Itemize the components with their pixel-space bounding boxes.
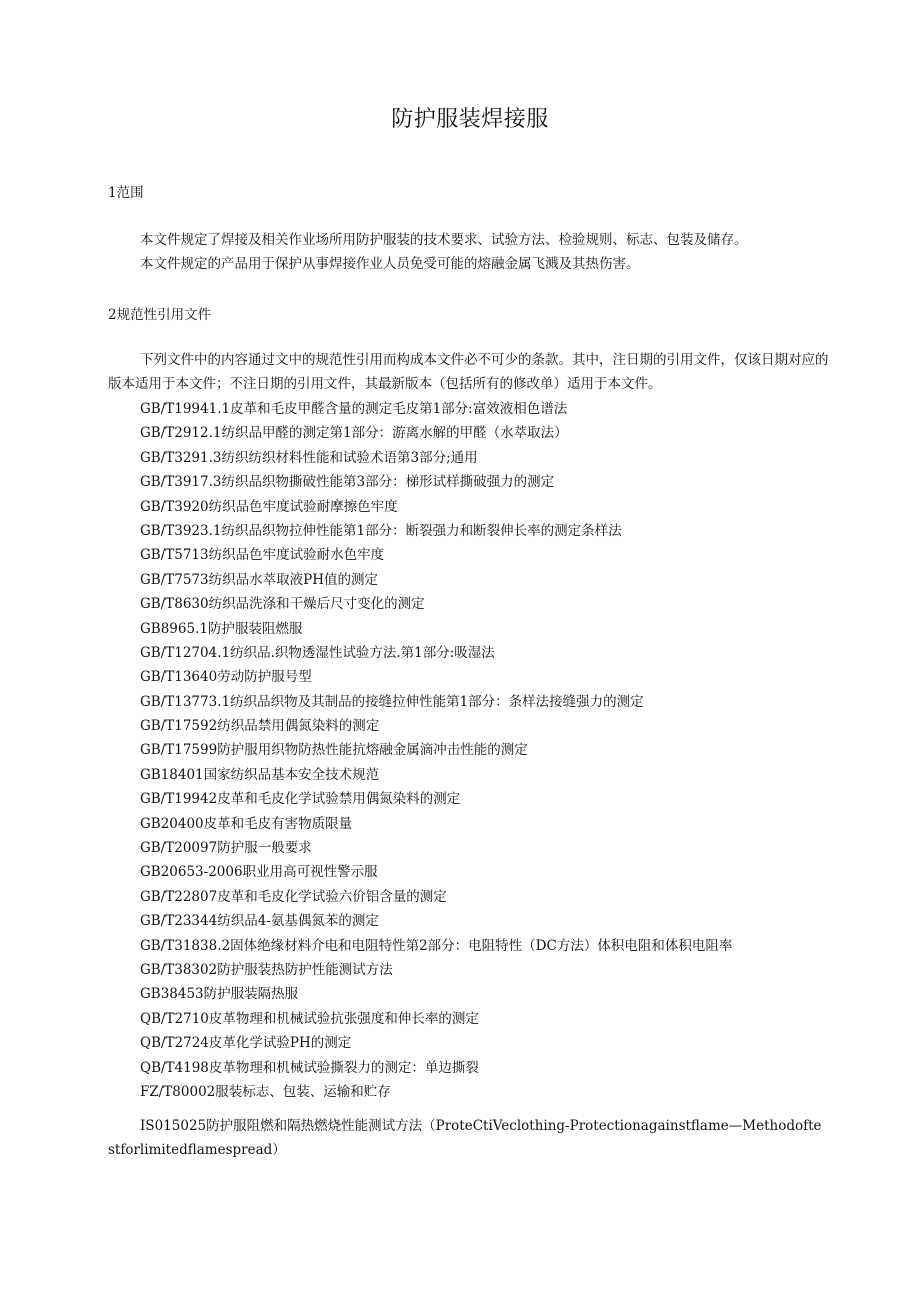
reference-item: GB/T13640劳动防护服号型 xyxy=(140,669,312,686)
reference-item: GB8965.1防护服装阻燃服 xyxy=(140,620,303,637)
document-title: 防护服装焊接服 xyxy=(391,107,549,132)
reference-item: GB/T23344纺织品4-氨基偶氮苯的测定 xyxy=(140,913,379,930)
reference-item: QB/T4198皮革物理和机械试验撕裂力的测定：单边撕裂 xyxy=(140,1059,479,1076)
scope-paragraph-1: 本文件规定了焊接及相关作业场所用防护服装的技术要求、试验方法、检验规则、标志、包装及储存。 xyxy=(140,232,748,248)
reference-item: GB/T13773.1纺织品织物及其制品的接缝拉伸性能第1部分：条样法接缝强力的测定 xyxy=(140,693,644,710)
reference-item: GB/T5713纺织品色牢度试验耐水色牢度 xyxy=(140,547,385,564)
reference-item: GB/T7573纺织品水萃取液PH值的测定 xyxy=(140,571,378,588)
reference-item: FZ/T80002服装标志、包装、运输和贮存 xyxy=(140,1083,391,1100)
reference-item: GB/T19941.1皮革和毛皮甲醛含量的测定毛皮第1部分:富效液相色谱法 xyxy=(140,401,568,417)
reference-list xyxy=(140,397,732,1104)
section-2-heading: 2规范性引用文件 xyxy=(108,307,212,323)
reference-item: GB20653-2006职业用高可视性警示服 xyxy=(140,864,378,881)
reference-item: GB/T3291.3纺织纺织材料性能和试验术语第3部分;通用 xyxy=(140,449,478,466)
iso-reference-item: IS015025防护服阻燃和隔热燃烧性能测试方法（ProteCtiVeclothing-Protectionagainstflame—Methodoftestforlimitedflamespread） xyxy=(108,1118,822,1158)
scope-paragraph-2: 本文件规定的产品用于保护从事焊接作业人员免受可能的熔融金属飞溅及其热伤害。 xyxy=(140,256,640,272)
reference-item: QB/T2724皮革化学试验PH的测定 xyxy=(140,1035,352,1052)
reference-item: GB/T20097防护服一般要求 xyxy=(140,840,312,857)
reference-item: GB/T17592纺织品禁用偶氮染料的测定 xyxy=(140,718,380,735)
reference-item: GB/T31838.2固体绝缘材料介电和电阻特性第2部分：电阻特性（DC方法）体积电阻和体积电阻率 xyxy=(140,937,733,954)
reference-item: GB/T12704.1纺织品.织物透湿性试验方法.第1部分:吸湿法 xyxy=(140,644,495,661)
reference-item: GB/T17599防护服用织物防热性能抗熔融金属滴冲击性能的测定 xyxy=(140,742,528,759)
reference-item: GB18401国家纺织品基本安全技术规范 xyxy=(140,766,380,783)
reference-item: GB/T8630纺织品洗涤和干燥后尺寸变化的测定 xyxy=(140,596,425,613)
reference-item: GB20400皮革和毛皮有害物质限量 xyxy=(140,815,353,832)
reference-item: GB/T3920纺织品色牢度试验耐摩擦色牢度 xyxy=(140,498,398,515)
section-1-heading: 1范围 xyxy=(108,185,144,201)
reference-item: GB/T3923.1纺织品织物拉伸性能第1部分：断裂强力和断裂伸长率的测定条样法 xyxy=(140,522,622,539)
reference-item: GB/T19942皮革和毛皮化学试验禁用偶氮染料的测定 xyxy=(140,791,461,808)
reference-item: GB/T3917.3纺织品织物撕破性能第3部分：梯形试样撕破强力的测定 xyxy=(140,474,555,491)
reference-item: GB/T38302防护服装热防护性能测试方法 xyxy=(140,961,393,978)
reference-item: GB38453防护服装隔热服 xyxy=(140,986,299,1003)
reference-item: QB/T2710皮革物理和机械试验抗张强度和伸长率的测定 xyxy=(140,1010,479,1027)
reference-item: GB/T22807皮革和毛皮化学试验六价铝含量的测定 xyxy=(140,888,447,905)
normative-references-intro: 下列文件中的内容通过文中的规范性引用而构成本文件必不可少的条款。其中，注日期的引用文件，仅该日期对应的版本适用于本文件；不注日期的引用文件，其最新版本（包括所有的修改单）适用于本文件。 xyxy=(108,352,829,392)
reference-item: GB/T2912.1纺织品甲醛的测定第1部分：游离水解的甲醛（水萃取法） xyxy=(140,425,568,442)
